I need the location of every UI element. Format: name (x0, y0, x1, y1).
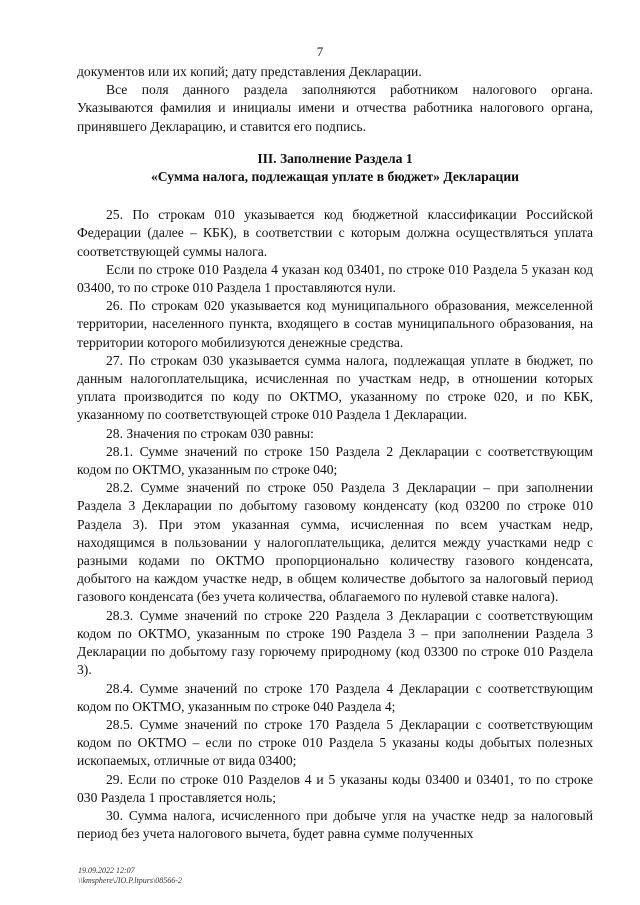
paragraph-25: 25. По строкам 010 указывается код бюджетной классификации Российской Федерации (далее – КБК), в соответствии с которым должна осуществляться уплата соответствующей суммы налога. (77, 207, 593, 259)
paragraph-fields-note: Все поля данного раздела заполняются работником налогового органа. Указываются фамилия и инициалы имени и отчества работника налогового органа, принявшего Декларацию, и ставится его подпись. (77, 82, 593, 134)
footer-source: \\kmsphere\ЛО.Р.ltpurs\08566-2 (78, 876, 182, 885)
page-number: 7 (316, 44, 324, 59)
paragraph-28-4: 28.4. Сумме значений по строке 170 Раздела 4 Декларации с соответствующим кодом по ОКТМО, указанным по строке 040 Раздела 4; (77, 680, 593, 714)
paragraph-27: 27. По строкам 030 указывается сумма налога, подлежащая уплате в бюджет, по данным налогоплательщика, исчисленная по участкам недр, в отношении которых уплата производится по коду по ОКТМО, указанному по строке 020, и по КБК, указанному по соответствующей строке 010 Раздела 1 Декларации. (77, 352, 593, 423)
paragraph-28-2: 28.2. Сумме значений по строке 050 Раздела 3 Декларации – при заполнении Раздела 3 Декларации по добытому газовому конденсату (код 03200 по строке 010 Раздела 3). При этом указанная сумма, исчисленная по всем участкам недр, находящимся в пользовании у налогоплательщика, делится между участками недр с разными кодами по ОКТМО пропорционально количеству газового конденсата, добытого на каждом участке недр, в общем количестве добытого за налоговый период газового конденсата (без учета количества, облагаемого по нулевой ставке налога). (77, 480, 593, 605)
section-heading: III. Заполнение Раздела 1 (257, 150, 413, 166)
section-subheading: «Сумма налога, подлежащая уплате в бюджет» Декларации (151, 169, 519, 185)
paragraph-28: 28. Значения по строкам 030 равны: (106, 425, 314, 441)
paragraph-30: 30. Сумма налога, исчисленного при добыче угля на участке недр за налоговый период без учета налогового вычета, будет равна сумме полученных (77, 807, 593, 842)
document-footer (78, 866, 182, 886)
paragraph-26: 26. По строкам 020 указывается код муниципального образования, межселенной территории, населенного пункта, входящего в состав муниципального образования, на территории которого мобилизуются денежные средства. (77, 298, 593, 350)
paragraph-25-note: Если по строке 010 Раздела 4 указан код 03401, по строке 010 Раздела 5 указан код 03400, то по строке 010 Раздела 1 проставляются нули. (77, 261, 593, 296)
paragraph-continuation: документов или их копий; дату представления Декларации. (77, 64, 422, 79)
paragraph-28-3: 28.3. Сумме значений по строке 220 Раздела 3 Декларации с соответствующим кодом по ОКТМО, указанным по строке 190 Раздела 3 – при заполнении Раздела 3 Декларации по добытому газу горючему природному (код 03300 по строке 010 Раздела 3). (77, 607, 593, 678)
paragraph-28-1: 28.1. Сумме значений по строке 150 Раздела 2 Декларации с соответствующим кодом по ОКТМО, указанным по строке 040; (77, 443, 593, 478)
footer-datetime: 19.09.2022 12:07 (78, 866, 135, 875)
paragraph-28-5: 28.5. Сумме значений по строке 170 Раздела 5 Декларации с соответствующим кодом по ОКТМО – если по строке 010 Раздела 5 указаны коды добытых полезных ископаемых, отличные от вида 03400; (77, 716, 593, 769)
paragraph-29: 29. Если по строке 010 Разделов 4 и 5 указаны коды 03400 и 03401, то по строке 030 Раздела 1 проставляется ноль; (77, 771, 593, 805)
document-body (77, 63, 593, 843)
